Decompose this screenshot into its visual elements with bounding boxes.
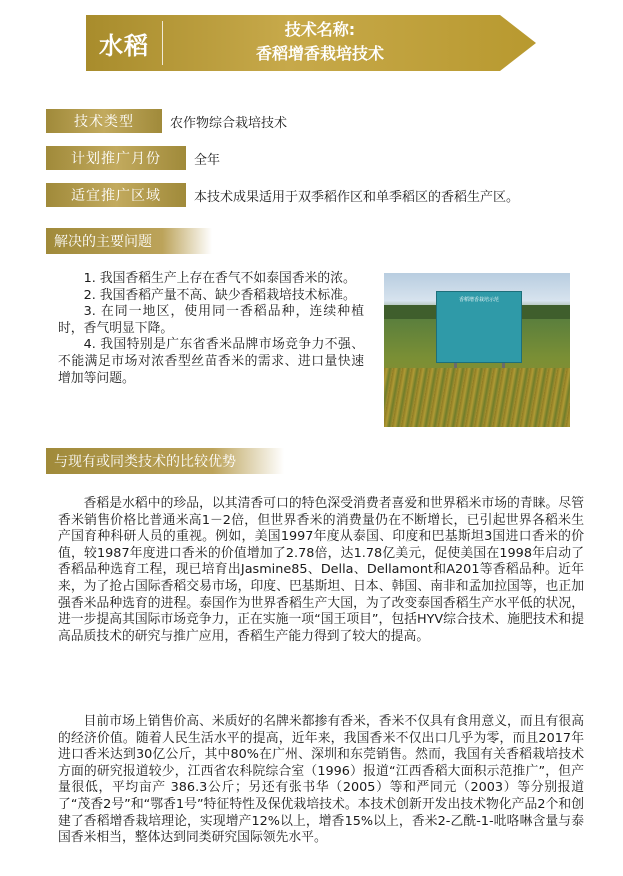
type-label: 技术类型 <box>46 109 162 133</box>
problems-heading: 解决的主要问题 <box>46 228 212 254</box>
paragraph-text: 香稻是水稻中的珍品，以其清香可口的特色深受消费者喜爱和世界稻米市场的青睐。尽管香米销售价格比普通米高1－2倍，但世界香米的消费量仍在不断增长，已引起世界各稻米生产国育种科研人员的重视。例如，美国1997年度从泰国、印度和巴基斯坦3国进口香米的价值，较1987年度进口香米的价值增加了2.78倍，达1.78亿美元，促使美国在1998年启动了香稻品种选育工程，现已培育出Jasmine85、Della、Dellamont和A201等香稻品种。近年来，为了抢占国际香稻交易市场，印度、巴基斯坦、日本、韩国、南非和孟加拉国等，也正加强香米品种选育的进程。泰国作为世界香稻生产大国，为了改变泰国香稻生产水平低的状况，进一步提高其国际市场竞争力，正在实施一项“国王项目”，包括HYV综合技术、施肥技术和提高品质技术的研究与推广应用，香稻生产能力得到了较大的提高。 <box>58 496 584 644</box>
rice-field-photo <box>384 273 570 427</box>
photo-rice-stalks <box>384 368 570 427</box>
month-value: 全年 <box>194 152 221 168</box>
meta-row-region <box>46 183 519 207</box>
banner-divider <box>162 21 163 65</box>
crop-name: 水稻 <box>99 31 149 60</box>
problem-item: 4. 我国特别是广东省香米品牌市场竞争力不强、不能满足市场对浓香型丝苗香米的需求、进口量快速增加等问题。 <box>58 337 364 386</box>
month-label: 计划推广月份 <box>46 146 186 170</box>
meta-row-month <box>46 146 220 170</box>
problem-item: 1. 我国香稻生产上存在香气不如泰国香米的浓。 <box>83 271 356 286</box>
photo-sign <box>436 291 522 363</box>
type-value: 农作物综合栽培技术 <box>170 115 288 131</box>
tech-name-block <box>170 18 470 66</box>
paragraph-text: 目前市场上销售价高、米质好的名牌米都掺有香米，香米不仅具有食用意义，而且有很高的经济价值。随着人民生活水平的提高，近年来，我国香米不仅出口几乎为零，而且2017年进口香米达到30亿公斤，其中80%在广州、深圳和东莞销售。然而，我国有关香稻栽培技术方面的研究报道较少，江西省农科院综合室（1996）报道“江西香稻大面积示范推广”，但产量很低，平均亩产 386.3公斤；另还有张书华（2005）等和严同元（2003）等分别报道了“茂香2号”和“鄂香1号”特征特性及保优栽培技术。本技术创新开发出技术物化产品2个和创建了香稻增香栽培理论，实现增产12%以上，增香15%以上，香米2-乙酰-1-吡咯啉含量与泰国香米相当，整体达到同类研究国际领先水平。 <box>58 714 584 846</box>
advantages-paragraph-2 <box>58 714 584 847</box>
region-value: 本技术成果适用于双季稻作区和单季稻区的香稻生产区。 <box>194 189 520 205</box>
advantages-heading: 与现有或同类技术的比较优势 <box>46 448 284 474</box>
problems-list <box>58 271 364 387</box>
meta-row-type <box>46 109 287 133</box>
problem-item: 2. 我国香稻产量不高、缺少香稻栽培技术标准。 <box>83 287 356 303</box>
problem-item: 3. 在同一地区，使用同一香稻品种，连续种植时，香气明显下降。 <box>58 304 364 336</box>
tech-name-label: 技术名称: <box>284 20 356 39</box>
advantages-paragraph-1 <box>58 496 584 645</box>
tech-name: 香稻增香栽培技术 <box>255 44 384 63</box>
region-label: 适宜推广区域 <box>46 183 186 207</box>
photo-sign-text: 香稻增香栽培示范 <box>458 297 499 303</box>
